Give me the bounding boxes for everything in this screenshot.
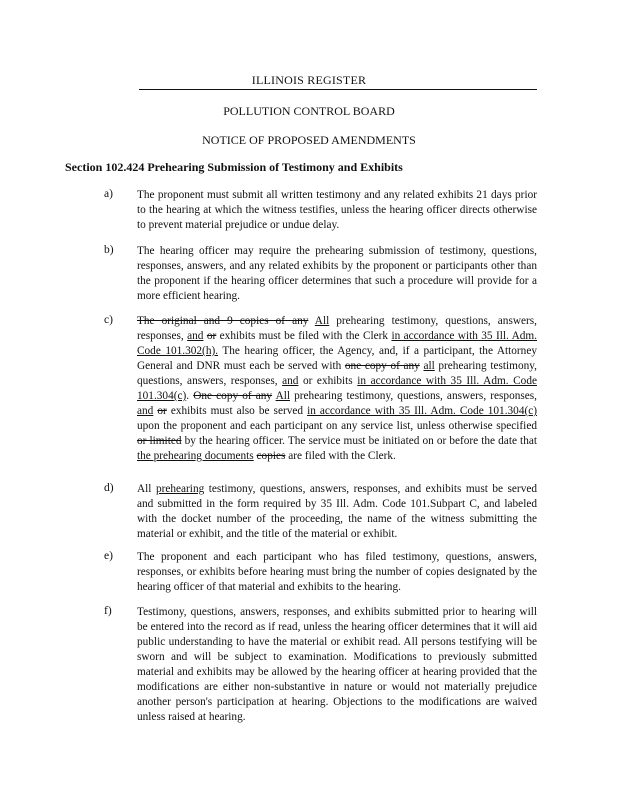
struck-text: The original and 9 copies of any: [137, 315, 309, 327]
struck-text: copies: [256, 450, 286, 462]
paragraph-text: [137, 314, 537, 464]
paragraph-text: The hearing officer may require the prehearing submission of testimony, questions, responses, answers, and any related exhibits by the proponent or participants other than the proponent if the hearing officer determines that such a procedure will provide for a more efficient hearing.: [137, 245, 537, 302]
inserted-text: all: [423, 360, 435, 372]
text-run: exhibits must also be served: [166, 405, 308, 417]
text-run: or exhibits: [298, 375, 358, 387]
inserted-text: All: [275, 390, 291, 402]
header-rule: [139, 89, 537, 90]
text-run: All: [137, 483, 156, 495]
text-run: upon the proponent and each participant on any service list, unless otherwise specified: [137, 420, 537, 432]
paragraph-text: Testimony, questions, answers, responses, and exhibits submitted prior to hearing will be entered into the record as if read, unless the hearing officer determines that it will aid public understanding to have the material or exhibit read. All persons testifying will be sworn and will be subject to examination. Modifications to previously submitted material and exhibits may be allowed by the hearing officer at hearing provided that the modifications are either non-substantive in nature or would not materially prejudice another person's participation at hearing. Objections to the modifications are waived unless raised at hearing.: [137, 606, 537, 723]
struck-text: One copy of any: [193, 390, 273, 402]
inserted-text: and: [282, 375, 299, 387]
paragraph-text: [137, 482, 537, 542]
inserted-text: the prehearing documents: [137, 450, 254, 462]
inserted-text: in accordance with 35 Ill. Adm. Code 101.302(h).: [137, 330, 537, 357]
text-run: are filed with the Clerk.: [285, 450, 396, 462]
text-run: prehearing testimony, questions, answers, responses,: [137, 360, 537, 387]
struck-text: one copy of any: [344, 360, 420, 372]
section-title: Section 102.424 Prehearing Submission of Testimony and Exhibits: [65, 160, 403, 174]
register-title: ILLINOIS REGISTER: [251, 73, 367, 87]
text-run: The hearing officer, the Agency, and, if a participant, the Attorney General and DNR must each be served with: [137, 345, 537, 372]
text-run: testimony, questions, answers, responses, and exhibits must be served and submitted in the form required by 35 Ill. Adm. Code 101.Subpart C, and labeled with the docket number of the proceeding, the name of the witness submitting the material or exhibit, and the title of the material or exhibit.: [137, 483, 537, 540]
notice-title: NOTICE OF PROPOSED AMENDMENTS: [202, 133, 416, 147]
paragraph-marker: d): [104, 482, 114, 494]
text-run: by the hearing officer. The service must be initiated on or before the date that: [181, 435, 537, 447]
paragraph-marker: c): [104, 314, 113, 326]
inserted-text: prehearing: [155, 483, 205, 495]
paragraph-text: The proponent must submit all written testimony and any related exhibits 21 days prior to the hearing at which the witness testifies, unless the hearing officer directs otherwise to prevent material prejudice or undue delay.: [137, 189, 537, 231]
text-run: exhibits must be filed with the Clerk: [216, 330, 392, 342]
paragraph-marker: b): [104, 244, 114, 256]
paragraph-marker: f): [104, 605, 112, 617]
struck-text: or: [157, 405, 167, 417]
paragraph-text: The proponent and each participant who has filed testimony, questions, answers, responses, or exhibits before hearing must bring the number of copies designated by the hearing officer of that material and exhibits to the hearing.: [137, 551, 537, 593]
text-run: prehearing testimony, questions, answers, responses,: [290, 390, 538, 402]
inserted-text: in accordance with 35 Ill. Adm. Code 101.304(c): [307, 405, 538, 417]
paragraph-marker: a): [104, 188, 113, 200]
struck-text: or: [206, 330, 217, 342]
struck-text: or limited: [137, 435, 182, 447]
board-name: POLLUTION CONTROL BOARD: [223, 104, 395, 118]
inserted-text: and: [137, 405, 154, 417]
inserted-text: All: [314, 315, 330, 327]
paragraph-marker: e): [104, 550, 113, 562]
inserted-text: and: [187, 330, 204, 342]
text-run: prehearing testimony, questions, answers, responses,: [137, 315, 537, 342]
text-run: .: [186, 390, 194, 402]
inserted-text: in accordance with 35 Ill. Adm. Code 101.304(c): [137, 375, 537, 402]
